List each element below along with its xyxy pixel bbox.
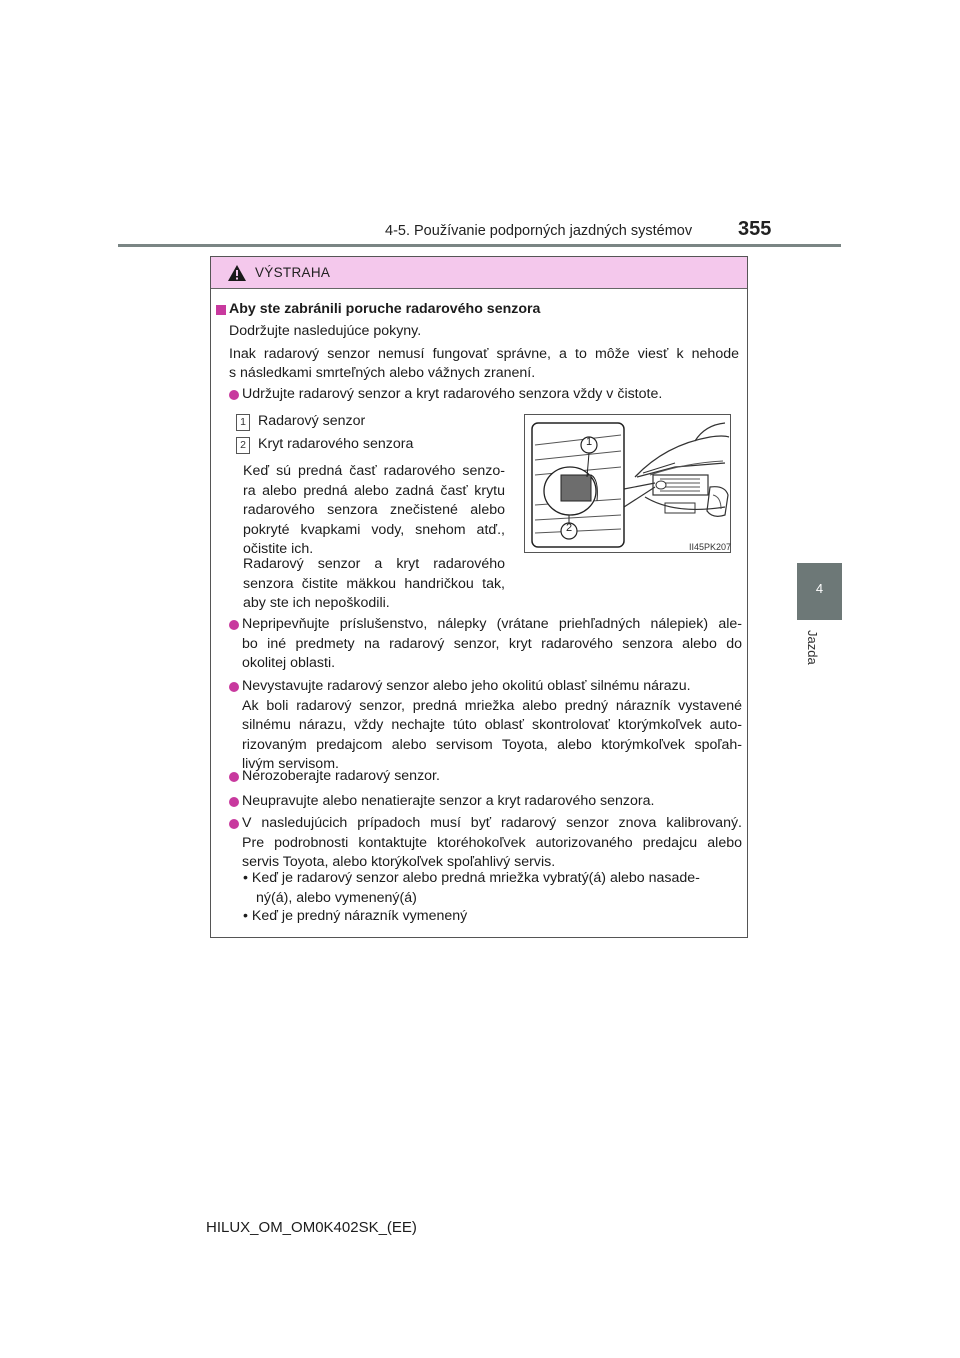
figure-paragraph-2: Radarový senzor a kryt radarového senzora čistite mäkkou handričkou tak, aby ste ich nepoškodili. xyxy=(243,556,505,611)
intro-text: Dodržujte nasledujúce pokyny. xyxy=(229,323,422,339)
bullet-clean: Udržujte radarový senzor a kryt radarového senzora vždy v čistote. xyxy=(242,386,663,402)
bullet-no-disassemble: Nerozoberajte radarový senzor. xyxy=(242,768,440,784)
bullet-no-impact: Nevystavujte radarový senzor alebo jeho okolitú oblasť silnému nárazu. Ak boli radarový senzor, predná mriežka alebo predný nárazník vystavené silnému nárazu, vždy nechajte túto oblasť skontrolovať ktorýmkoľvek auto- rizovaným predajcom alebo servisom Toyota, alebo ktorýmkoľvek spoľah- livým servisom. xyxy=(242,678,742,772)
warning-header xyxy=(211,257,747,289)
legend-label-1: Radarový senzor xyxy=(258,413,366,429)
legend-number-2: 2 xyxy=(236,437,250,454)
page-number: 355 xyxy=(738,218,772,240)
bullet-dot-icon xyxy=(229,682,239,692)
bullet-dot-icon xyxy=(229,772,239,782)
car-front-illustration xyxy=(525,415,730,552)
warning-label: VÝSTRAHA xyxy=(255,265,331,280)
callout-1: 1 xyxy=(585,436,593,448)
sub-bullet-bumper: • Keď je predný nárazník vymenený xyxy=(243,908,468,924)
intro-line-2: s následkami smrteľných alebo vážnych zranení. xyxy=(229,365,536,381)
bullet-dot-icon xyxy=(229,620,239,630)
bullet-no-modify: Neupravujte alebo nenatierajte senzor a kryt radarového senzora. xyxy=(242,793,655,809)
callout-2: 2 xyxy=(565,522,573,534)
document-code: HILUX_OM_OM0K402SK_(EE) xyxy=(206,1219,417,1236)
chapter-label: Jazda xyxy=(805,630,820,665)
warning-heading: Aby ste zabránili poruche radarového senzora xyxy=(229,301,541,317)
sub-bullet-grille: • Keď je radarový senzor alebo predná mriežka vybratý(á) alebo nasade- ný(á), alebo vymenený(á) xyxy=(243,870,700,906)
warning-triangle-icon xyxy=(227,264,247,282)
figure-code: II45PK207 xyxy=(689,542,732,552)
intro-line-1: Inak radarový senzor nemusí fungovať správne, a to môže viesť k nehode xyxy=(229,346,739,362)
chapter-number: 4 xyxy=(815,581,824,596)
section-title: 4-5. Používanie podporných jazdných systémov xyxy=(385,223,693,239)
chapter-tab xyxy=(797,563,842,620)
legend-label-2: Kryt radarového senzora xyxy=(258,436,414,452)
bullet-dot-icon xyxy=(229,797,239,807)
legend-number-1: 1 xyxy=(236,414,250,431)
heading-square-icon xyxy=(216,305,226,315)
radar-sensor-figure xyxy=(524,414,731,553)
bullet-dot-icon xyxy=(229,819,239,829)
header-rule xyxy=(118,244,841,247)
figure-paragraph-1: Keď sú predná časť radarového senzo- ra alebo predná alebo zadná časť krytu radarového senzora znečistené alebo pokryté kvapkami vody, snehom atď., očistite ich. xyxy=(243,463,505,557)
bullet-no-attach: Nepripevňujte príslušenstvo, nálepky (vrátane priehľadných nálepiek) ale- bo iné predmety na radarový senzor, kryt radarového senzora alebo do okolitej oblasti. xyxy=(242,616,742,671)
bullet-recalibrate: V nasledujúcich prípadoch musí byť radarový senzor znova kalibrovaný. Pre podrobnosti kontaktujte ktoréhokoľvek autorizovaného predajcu alebo servis Toyota, alebo ktorýkoľvek spoľahlivý servis. xyxy=(242,815,742,870)
bullet-dot-icon xyxy=(229,390,239,400)
